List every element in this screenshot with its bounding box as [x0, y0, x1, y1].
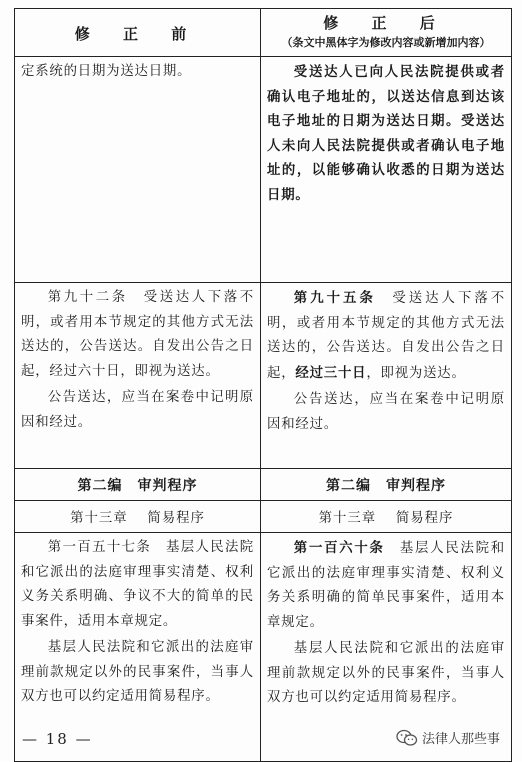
header-before: 修 正 前 — [74, 24, 201, 43]
table-row — [15, 57, 512, 283]
row5-right-para1-text: 基层人民法院和它派出的法庭审理事实清楚、权利义务关系明确的简单民事案件，适用本章规定。 — [267, 541, 505, 630]
row1-right-text: 受送达人已向人民法院提供或者确认电子地址的，以送达信息到达该电子地址的日期为送达日期。受送达人未向人民法院提供或者确认电子地址的，以能够确认收悉的日期为送达日期。 — [267, 64, 505, 203]
row2-right-cell — [261, 283, 512, 469]
part-right-cell — [261, 469, 512, 501]
row2-right-para1-bold: 经过三十日 — [295, 364, 367, 381]
header-row — [15, 9, 512, 57]
row5-right-para1 — [267, 536, 505, 635]
table-row — [15, 283, 512, 469]
row2-left-para2: 公告送达，应当在案卷中记明原因和经过。 — [21, 390, 254, 430]
row2-right-article: 第九十五条 — [293, 290, 376, 306]
comparison-table — [14, 8, 512, 762]
row5-left-para2: 基层人民法院和它派出的法庭审理前款规定以外的民事案件，当事人双方也可以约定适用简易程序。 — [21, 640, 254, 704]
header-before-cell — [15, 9, 261, 57]
row1-left-text: 定系统的日期为送达日期。 — [21, 64, 192, 79]
row2-right-para1a: 受送达人下落不明，或者用本节规定的其他方式无法送达的，公告送达。自发出公告之日起， — [267, 291, 505, 381]
chapter-title-right: 第十三章 简易程序 — [318, 511, 454, 526]
chapter-left-cell — [15, 501, 261, 533]
row5-left-article: 第一百五十七条 — [47, 540, 152, 555]
row2-left-cell — [15, 283, 261, 469]
header-after-note: （条文中黑体字为修改内容或新增加内容） — [281, 36, 491, 49]
header-after-cell — [261, 9, 512, 57]
part-row — [15, 469, 512, 501]
part-left-cell — [15, 469, 261, 501]
row2-right-para1c: ，即视为送达。 — [366, 365, 466, 381]
row2-left-para1 — [21, 286, 254, 384]
row5-left-para1 — [21, 536, 254, 634]
row2-left-para1-text: 受送达人下落不明，或者用本节规定的其他方式无法送达的，公告送达。自发出公告之日起，经过六十日，即视为送达。 — [21, 290, 254, 379]
part-title-right: 第二编 审判程序 — [326, 477, 446, 494]
row5-left-cell — [15, 533, 261, 762]
row2-right-para2: 公告送达，应当在案卷中记明原因和经过。 — [267, 392, 505, 432]
part-title-left: 第二编 审判程序 — [77, 477, 198, 494]
row1-left-cell — [15, 57, 261, 283]
page-number: — 18 — — [22, 730, 93, 748]
header-after: 修 正 后 — [323, 14, 449, 32]
watermark-text: 法律人那些事 — [422, 732, 501, 747]
chapter-title-left: 第十三章 简易程序 — [70, 511, 205, 526]
row2-right-para1 — [267, 286, 505, 386]
chapter-right-cell — [261, 501, 512, 533]
wechat-icon — [396, 729, 418, 747]
row2-left-article: 第九十二条 — [47, 290, 128, 305]
watermark — [396, 728, 500, 747]
chapter-row — [15, 501, 512, 533]
row5-right-article: 第一百六十条 — [293, 540, 385, 556]
row1-right-cell — [261, 57, 512, 283]
row5-left-para1-text: 基层人民法院和它派出的法庭审理事实清楚、权利义务关系明确、争议不大的简单的民事案件，适用本章规定。 — [21, 540, 254, 629]
row5-right-para2: 基层人民法院和它派出的法庭审理前款规定以外的民事案件，当事人双方也可以约定适用简易程序。 — [267, 641, 505, 705]
